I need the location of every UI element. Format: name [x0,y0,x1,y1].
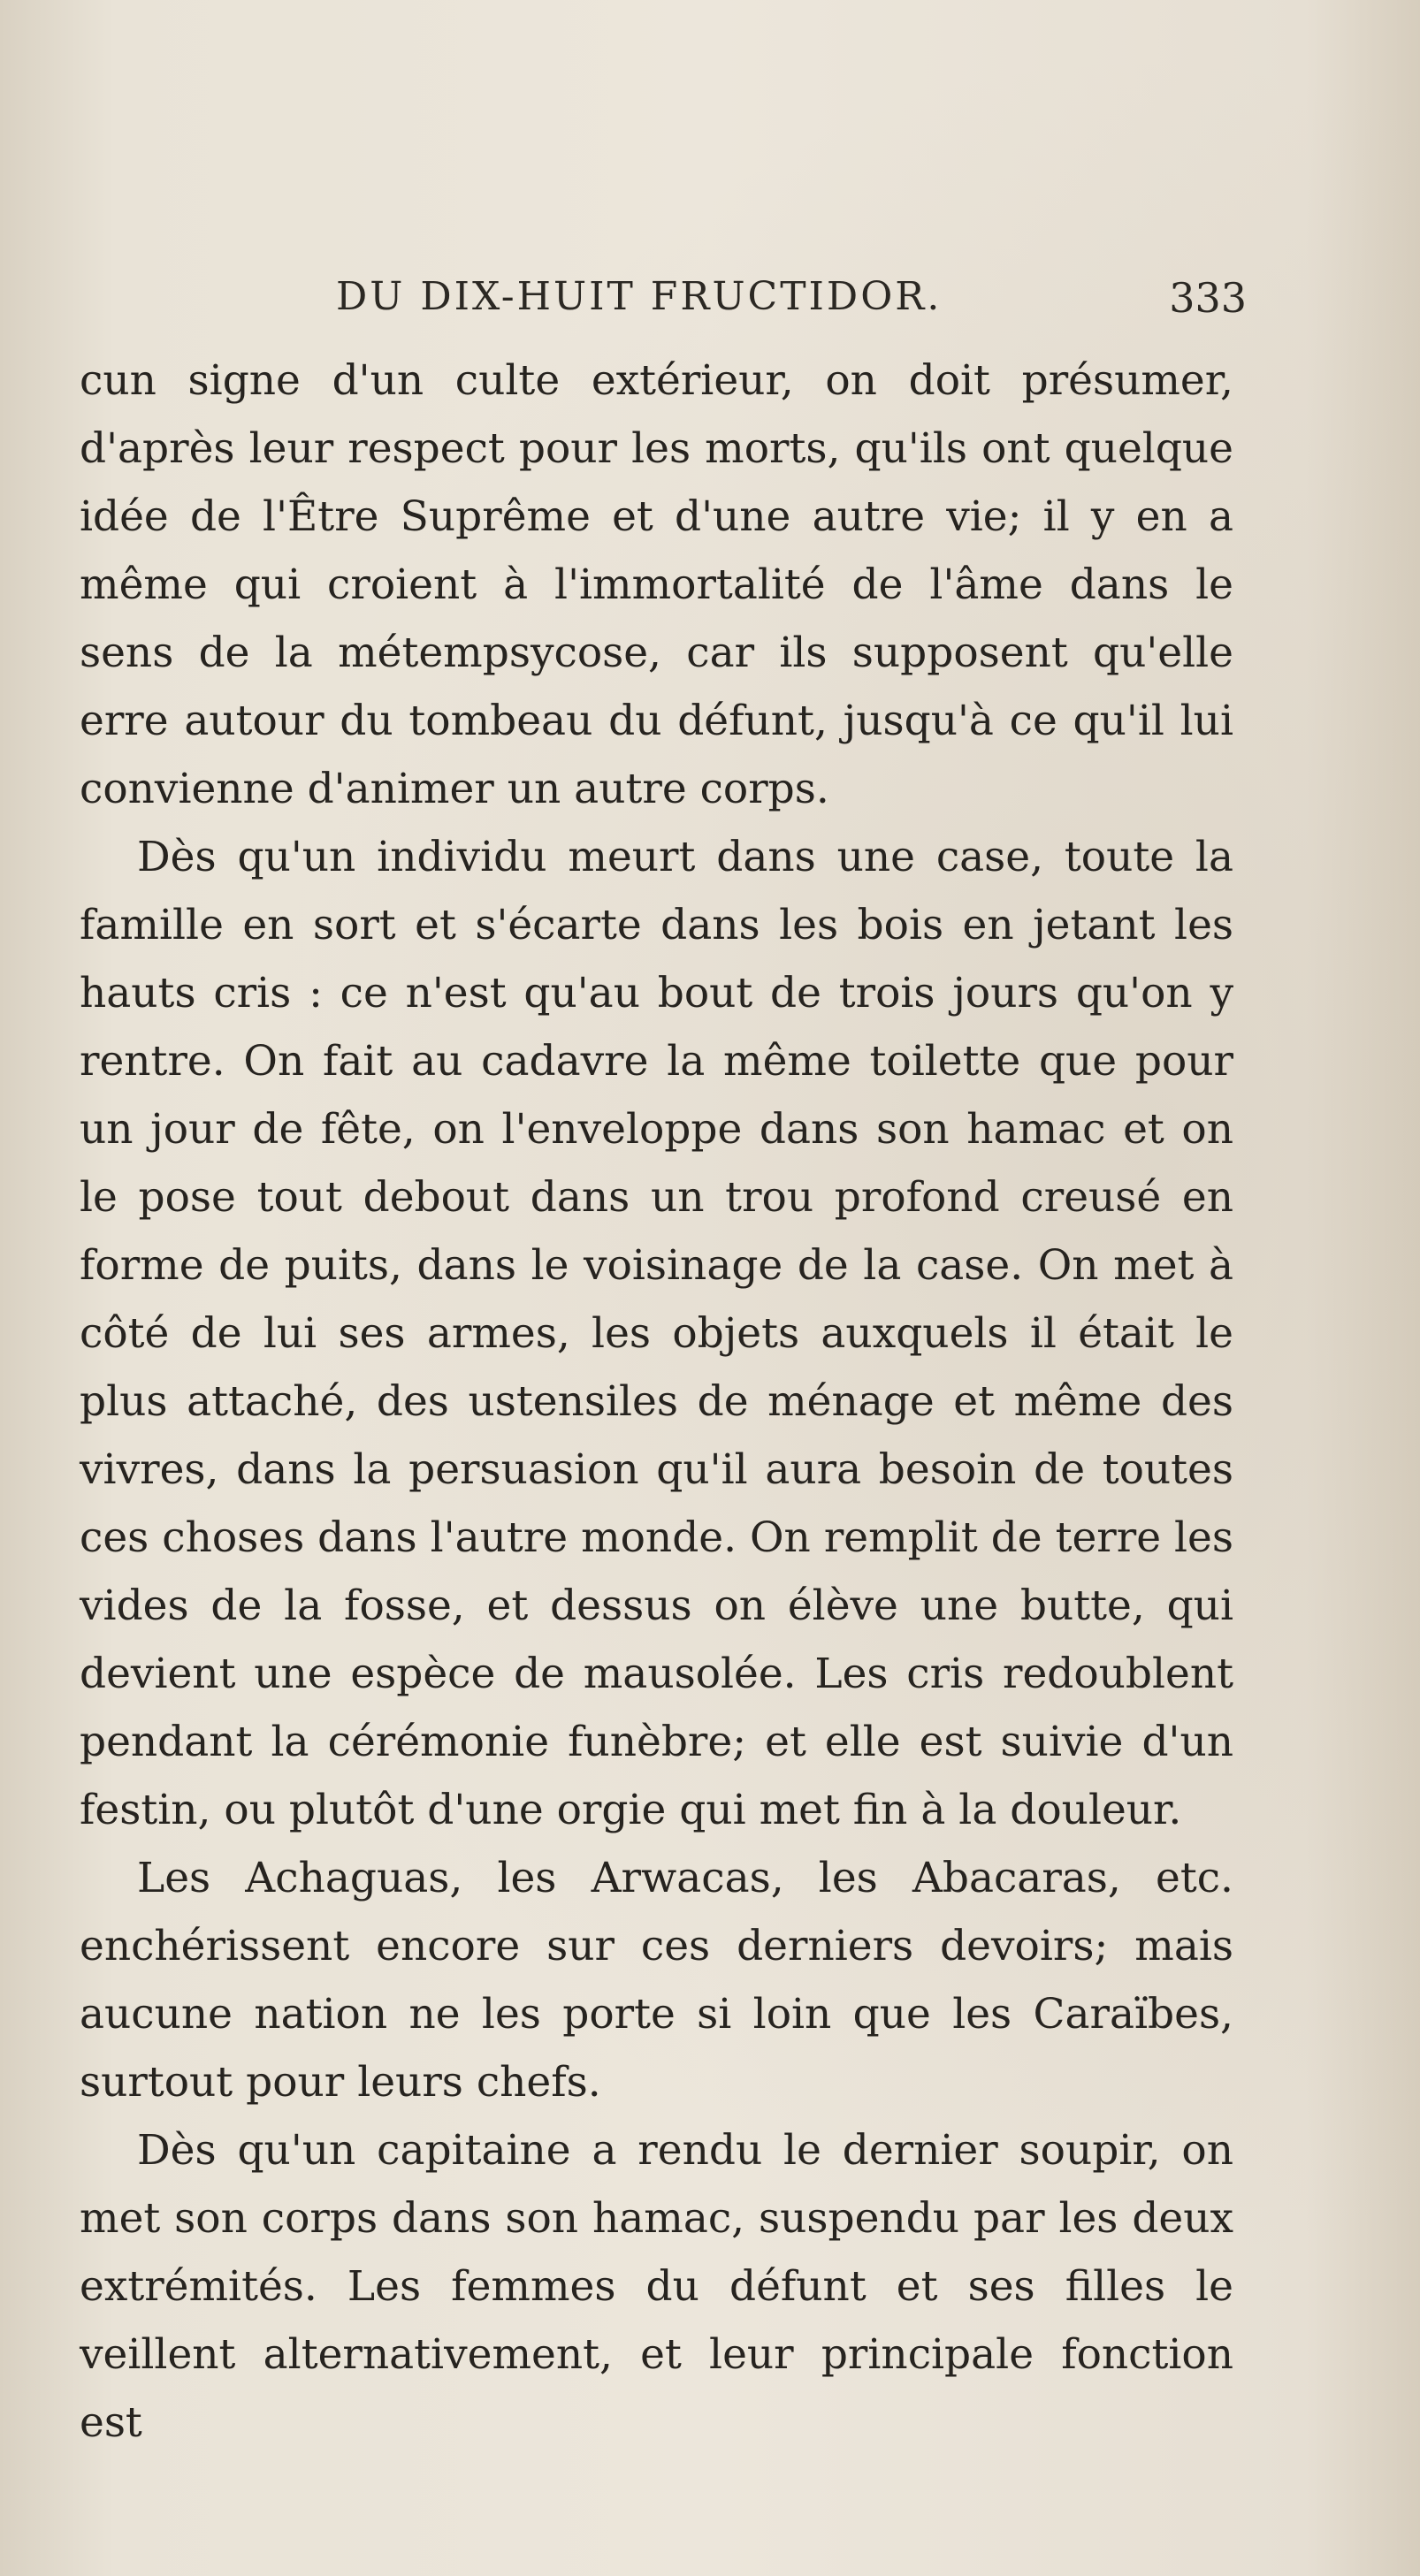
paragraph: Dès qu'un individu meurt dans une case, toute la famille en sort et s'écarte dans les bois en jetant les hauts cris : ce n'est qu'au bout de trois jours qu'on y rentre. On fait au cadavre la même toilette que pour un jour de fête, on l'enveloppe dans son hamac et on le pose tout debout dans un trou profond creusé en forme de puits, dans le voisinage de la case. On met à côté de lui ses armes, les objets auxquels il était le plus attaché, des ustensiles de ménage et même des vivres, dans la persuasion qu'il aura besoin de toutes ces choses dans l'autre monde. On remplit de terre les vides de la fosse, et dessus on élève une butte, qui devient une espèce de mausolée. Les cris redoublent pendant la cérémonie funèbre; et elle est suivie d'un festin, ou plutôt d'une orgie qui met fin à la douleur. [80,833,1233,1834]
running-title: DU DIX-HUIT FRUCTIDOR. [336,274,943,319]
paragraph: Dès qu'un capitaine a rendu le dernier soupir, on met son corps dans son hamac, suspendu par les deux extrémités. Les femmes du défunt et ses filles le veillent alternativement, et leur principale fonction est [80,2126,1233,2447]
body-text [80,347,1233,2457]
paragraph: Les Achaguas, les Arwacas, les Abacaras, etc. enchérissent encore sur ces derniers devoirs; mais aucune nation ne les porte si loin que les Caraïbes, surtout pour leurs chefs. [80,1854,1233,2107]
running-header [80,274,1247,327]
page-number: 333 [1169,274,1247,322]
paragraph-continuation: cun signe d'un culte extérieur, on doit présumer, d'après leur respect pour les morts, qu'ils ont quelque idée de l'Être Suprême et d'une autre vie; il y en a même qui croient à l'immortalité de l'âme dans le sens de la métempsycose, car ils supposent qu'elle erre autour du tombeau du défunt, jusqu'à ce qu'il lui convienne d'animer un autre corps. [80,356,1233,813]
